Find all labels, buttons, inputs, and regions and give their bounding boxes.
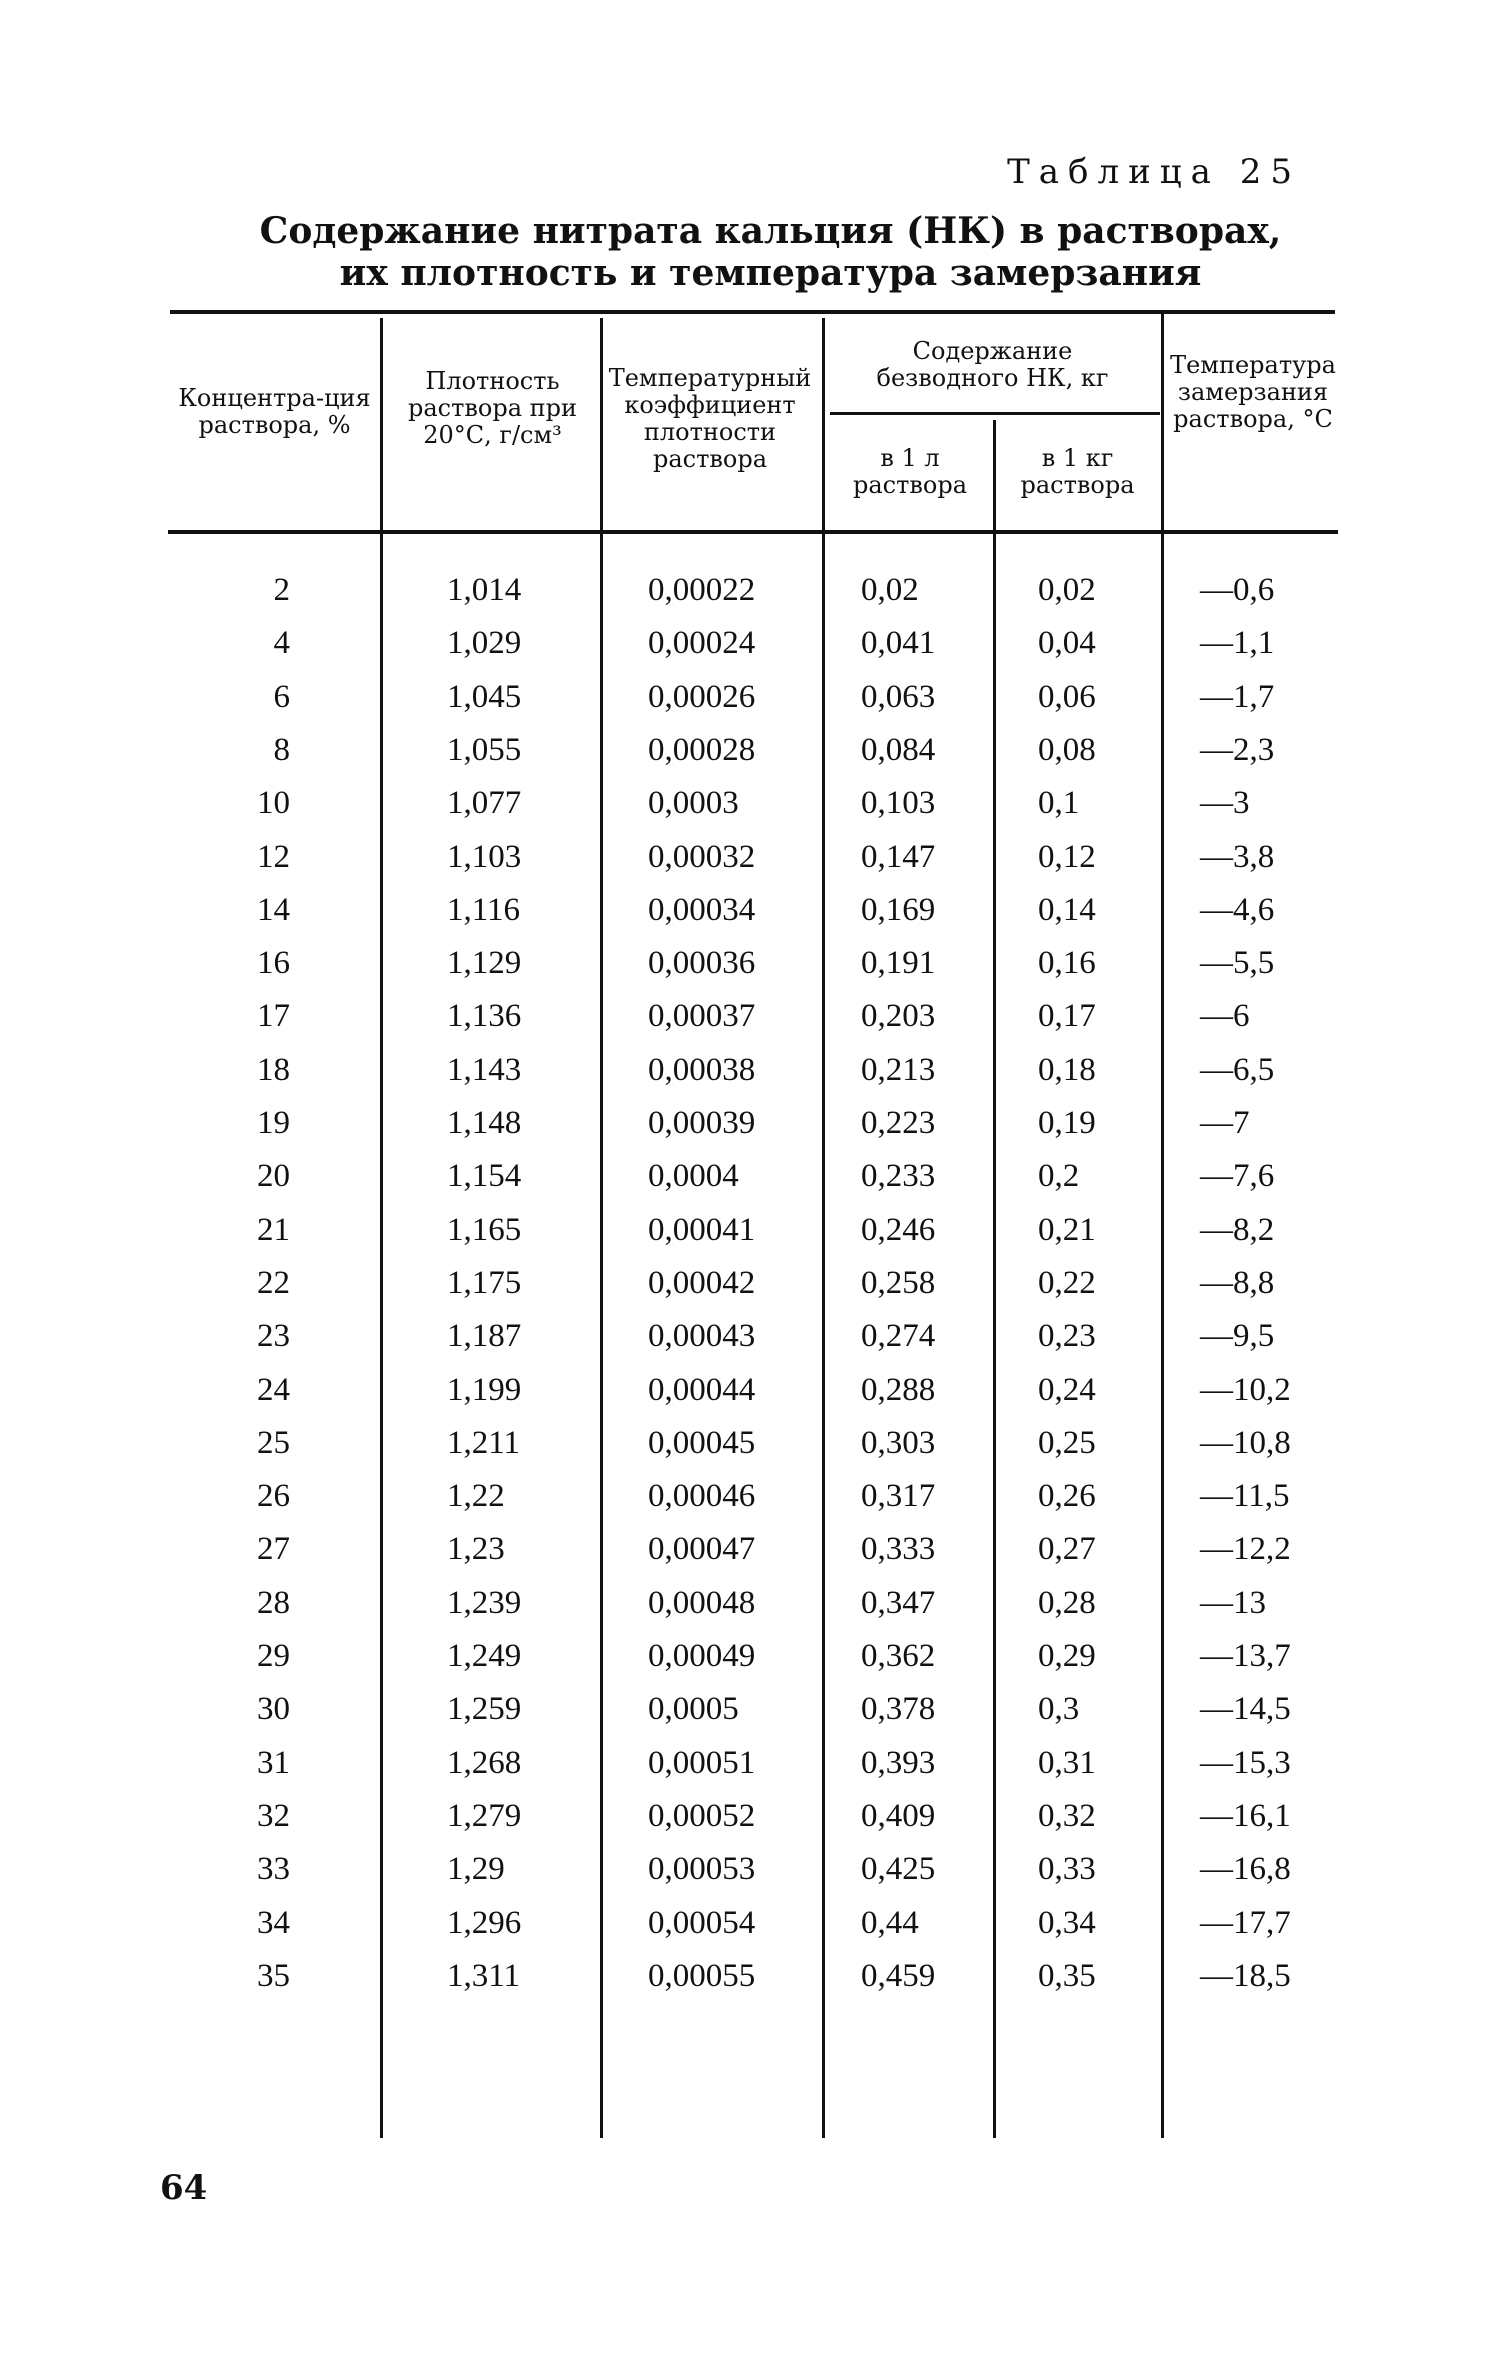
- cell-density: 1,055: [447, 731, 522, 768]
- cell-per-liter: 0,44: [861, 1904, 919, 1941]
- cell-per-kg: 0,19: [1038, 1105, 1096, 1141]
- cell-density: 1,148: [447, 1105, 522, 1141]
- cell-density: 1,23: [447, 1531, 505, 1568]
- cell-per-kg: 0,28: [1038, 1584, 1096, 1621]
- table-title: [0, 210, 1501, 294]
- cell-freezing: —12,2: [1200, 1531, 1291, 1568]
- cell-coefficient: 0,00045: [648, 1424, 756, 1461]
- cell-concentration: 31: [257, 1744, 290, 1781]
- cell-per-kg: 0,27: [1038, 1531, 1096, 1568]
- cell-freezing: —6,5: [1200, 1051, 1275, 1088]
- cell-concentration: 4: [273, 625, 290, 662]
- cell-per-kg: 0,18: [1038, 1051, 1096, 1088]
- cell-per-liter: 0,393: [861, 1744, 936, 1781]
- cell-per-liter: 0,333: [861, 1531, 936, 1568]
- cell-per-liter: 0,274: [861, 1318, 936, 1355]
- cell-density: 1,143: [447, 1051, 522, 1088]
- cell-per-kg: 0,22: [1038, 1264, 1096, 1301]
- cell-coefficient: 0,00034: [648, 891, 756, 928]
- cell-freezing: —9,5: [1200, 1318, 1275, 1355]
- cell-coefficient: 0,0003: [648, 785, 739, 822]
- cell-density: 1,259: [447, 1691, 522, 1728]
- header-density: Плотность раствора при 20°С, г/см³: [407, 367, 577, 449]
- cell-concentration: 24: [257, 1371, 290, 1408]
- cell-coefficient: 0,00038: [648, 1051, 756, 1088]
- cell-coefficient: 0,00022: [648, 572, 756, 608]
- cell-concentration: 17: [257, 998, 290, 1035]
- cell-coefficient: 0,00049: [648, 1638, 756, 1674]
- header-per-kg: в 1 кг раствора: [1020, 444, 1135, 499]
- cell-concentration: 35: [257, 1957, 290, 1994]
- cell-per-kg: 0,24: [1038, 1371, 1096, 1408]
- cell-concentration: 14: [257, 891, 290, 928]
- cell-concentration: 33: [257, 1851, 290, 1888]
- cell-per-kg: 0,3: [1038, 1691, 1080, 1728]
- cell-per-kg: 0,17: [1038, 998, 1096, 1035]
- cell-freezing: —5,5: [1200, 945, 1275, 982]
- cell-per-kg: 0,25: [1038, 1424, 1096, 1461]
- cell-concentration: 21: [257, 1211, 290, 1248]
- cell-per-liter: 0,288: [861, 1371, 936, 1408]
- cell-freezing: —3: [1200, 785, 1250, 822]
- cell-concentration: 8: [273, 731, 290, 768]
- cell-concentration: 27: [257, 1531, 290, 1568]
- cell-per-kg: 0,34: [1038, 1904, 1096, 1941]
- cell-per-liter: 0,317: [861, 1478, 936, 1515]
- cell-per-liter: 0,246: [861, 1211, 936, 1248]
- cell-concentration: 26: [257, 1478, 290, 1515]
- page-number: 64: [160, 2168, 208, 2208]
- cell-coefficient: 0,00054: [648, 1904, 756, 1941]
- cell-coefficient: 0,00036: [648, 945, 756, 982]
- cell-per-liter: 0,378: [861, 1691, 936, 1728]
- cell-freezing: —8,2: [1200, 1211, 1275, 1248]
- cell-concentration: 28: [257, 1584, 290, 1621]
- cell-freezing: —4,6: [1200, 891, 1275, 928]
- cell-per-liter: 0,347: [861, 1584, 936, 1621]
- cell-density: 1,199: [447, 1371, 522, 1408]
- cell-per-liter: 0,041: [861, 625, 936, 662]
- cell-per-kg: 0,32: [1038, 1797, 1096, 1834]
- cell-per-liter: 0,303: [861, 1424, 936, 1461]
- cell-coefficient: 0,0005: [648, 1691, 739, 1728]
- cell-per-liter: 0,169: [861, 891, 936, 928]
- cell-per-liter: 0,362: [861, 1638, 936, 1674]
- cell-concentration: 32: [257, 1797, 290, 1834]
- cell-coefficient: 0,00024: [648, 625, 756, 662]
- cell-freezing: —13: [1200, 1584, 1266, 1621]
- cell-per-liter: 0,191: [861, 945, 936, 982]
- cell-density: 1,296: [447, 1904, 522, 1941]
- cell-coefficient: 0,00051: [648, 1744, 756, 1781]
- cell-density: 1,103: [447, 838, 522, 875]
- cell-freezing: —16,8: [1200, 1851, 1291, 1888]
- cell-coefficient: 0,00039: [648, 1105, 756, 1141]
- cell-concentration: 23: [257, 1318, 290, 1355]
- cell-freezing: —13,7: [1200, 1638, 1291, 1674]
- cell-coefficient: 0,00048: [648, 1584, 756, 1621]
- cell-concentration: 34: [257, 1904, 290, 1941]
- cell-per-kg: 0,29: [1038, 1638, 1096, 1674]
- cell-concentration: 2: [273, 572, 290, 608]
- header-per-liter: в 1 л раствора: [852, 444, 968, 499]
- cell-per-kg: 0,26: [1038, 1478, 1096, 1515]
- cell-density: 1,129: [447, 945, 522, 982]
- cell-coefficient: 0,00053: [648, 1851, 756, 1888]
- cell-freezing: —14,5: [1200, 1691, 1291, 1728]
- cell-coefficient: 0,00026: [648, 678, 756, 715]
- cell-freezing: —1,7: [1200, 678, 1275, 715]
- cell-per-kg: 0,16: [1038, 945, 1096, 982]
- cell-concentration: 6: [273, 678, 290, 715]
- cell-concentration: 30: [257, 1691, 290, 1728]
- column-divider: [380, 318, 383, 2138]
- cell-freezing: —8,8: [1200, 1264, 1275, 1301]
- cell-per-kg: 0,23: [1038, 1318, 1096, 1355]
- column-divider: [1161, 312, 1164, 2138]
- cell-per-kg: 0,14: [1038, 891, 1096, 928]
- cell-density: 1,014: [447, 572, 522, 608]
- cell-per-liter: 0,203: [861, 998, 936, 1035]
- cell-concentration: 18: [257, 1051, 290, 1088]
- cell-coefficient: 0,00042: [648, 1264, 756, 1301]
- header-coefficient: Температурный коэффициент плотности раствора: [608, 364, 812, 473]
- cell-density: 1,154: [447, 1158, 522, 1195]
- table-label: Таблица 25: [1007, 152, 1301, 192]
- cell-per-liter: 0,233: [861, 1158, 936, 1195]
- cell-per-kg: 0,04: [1038, 625, 1096, 662]
- cell-freezing: —18,5: [1200, 1957, 1291, 1994]
- cell-coefficient: 0,00052: [648, 1797, 756, 1834]
- cell-freezing: —6: [1200, 998, 1250, 1035]
- cell-freezing: —10,2: [1200, 1371, 1291, 1408]
- cell-per-kg: 0,31: [1038, 1744, 1096, 1781]
- cell-concentration: 20: [257, 1158, 290, 1195]
- cell-concentration: 19: [257, 1105, 290, 1141]
- cell-density: 1,077: [447, 785, 522, 822]
- cell-density: 1,165: [447, 1211, 522, 1248]
- cell-per-kg: 0,06: [1038, 678, 1096, 715]
- cell-freezing: —0,6: [1200, 572, 1275, 608]
- cell-freezing: —16,1: [1200, 1797, 1291, 1834]
- cell-concentration: 10: [257, 785, 290, 822]
- column-divider: [993, 420, 996, 2138]
- cell-concentration: 12: [257, 838, 290, 875]
- header-freezing: Температура замерзания раствора, °С: [1170, 351, 1336, 433]
- cell-concentration: 29: [257, 1638, 290, 1674]
- cell-density: 1,311: [447, 1957, 521, 1994]
- cell-coefficient: 0,00047: [648, 1531, 756, 1568]
- cell-coefficient: 0,00028: [648, 731, 756, 768]
- cell-density: 1,211: [447, 1424, 521, 1461]
- cell-per-kg: 0,21: [1038, 1211, 1096, 1248]
- cell-per-liter: 0,103: [861, 785, 936, 822]
- group-header-rule: [830, 412, 1160, 415]
- cell-density: 1,116: [447, 891, 521, 928]
- cell-coefficient: 0,00044: [648, 1371, 756, 1408]
- cell-per-kg: 0,33: [1038, 1851, 1096, 1888]
- header-content-group: Содержание безводного НК, кг: [876, 337, 1109, 392]
- cell-density: 1,29: [447, 1851, 505, 1888]
- cell-density: 1,22: [447, 1478, 505, 1515]
- cell-freezing: —11,5: [1200, 1478, 1290, 1515]
- column-divider: [822, 318, 825, 2138]
- cell-per-liter: 0,213: [861, 1051, 936, 1088]
- cell-coefficient: 0,0004: [648, 1158, 739, 1195]
- cell-coefficient: 0,00037: [648, 998, 756, 1035]
- cell-per-kg: 0,1: [1038, 785, 1080, 822]
- cell-freezing: —15,3: [1200, 1744, 1291, 1781]
- cell-per-kg: 0,08: [1038, 731, 1096, 768]
- cell-per-liter: 0,459: [861, 1957, 936, 1994]
- cell-per-liter: 0,409: [861, 1797, 936, 1834]
- cell-concentration: 22: [257, 1264, 290, 1301]
- cell-coefficient: 0,00043: [648, 1318, 756, 1355]
- cell-coefficient: 0,00046: [648, 1478, 756, 1515]
- cell-density: 1,175: [447, 1264, 522, 1301]
- cell-per-liter: 0,02: [861, 572, 919, 608]
- cell-density: 1,029: [447, 625, 522, 662]
- cell-freezing: —17,7: [1200, 1904, 1291, 1941]
- cell-concentration: 25: [257, 1424, 290, 1461]
- cell-density: 1,045: [447, 678, 522, 715]
- cell-density: 1,249: [447, 1638, 522, 1674]
- cell-freezing: —2,3: [1200, 731, 1275, 768]
- cell-density: 1,239: [447, 1584, 522, 1621]
- cell-density: 1,187: [447, 1318, 522, 1355]
- title-line-1: Содержание нитрата кальция (НК) в растворах,: [259, 210, 1282, 252]
- cell-coefficient: 0,00032: [648, 838, 756, 875]
- cell-per-kg: 0,35: [1038, 1957, 1096, 1994]
- cell-density: 1,279: [447, 1797, 522, 1834]
- cell-freezing: —1,1: [1200, 625, 1275, 662]
- cell-per-kg: 0,02: [1038, 572, 1096, 608]
- column-divider: [600, 318, 603, 2138]
- cell-density: 1,268: [447, 1744, 522, 1781]
- cell-per-liter: 0,084: [861, 731, 936, 768]
- header-concentration: Концентра-ция раствора, %: [178, 384, 371, 439]
- cell-per-kg: 0,2: [1038, 1158, 1080, 1195]
- cell-density: 1,136: [447, 998, 522, 1035]
- cell-per-kg: 0,12: [1038, 838, 1096, 875]
- cell-coefficient: 0,00041: [648, 1211, 756, 1248]
- cell-per-liter: 0,425: [861, 1851, 936, 1888]
- cell-per-liter: 0,223: [861, 1105, 936, 1141]
- cell-per-liter: 0,258: [861, 1264, 936, 1301]
- title-line-2: их плотность и температура замерзания: [339, 252, 1202, 294]
- cell-per-liter: 0,147: [861, 838, 936, 875]
- cell-freezing: —10,8: [1200, 1424, 1291, 1461]
- cell-freezing: —3,8: [1200, 838, 1275, 875]
- cell-coefficient: 0,00055: [648, 1957, 756, 1994]
- cell-concentration: 16: [257, 945, 290, 982]
- cell-per-liter: 0,063: [861, 678, 936, 715]
- cell-freezing: —7: [1200, 1105, 1250, 1141]
- cell-freezing: —7,6: [1200, 1158, 1275, 1195]
